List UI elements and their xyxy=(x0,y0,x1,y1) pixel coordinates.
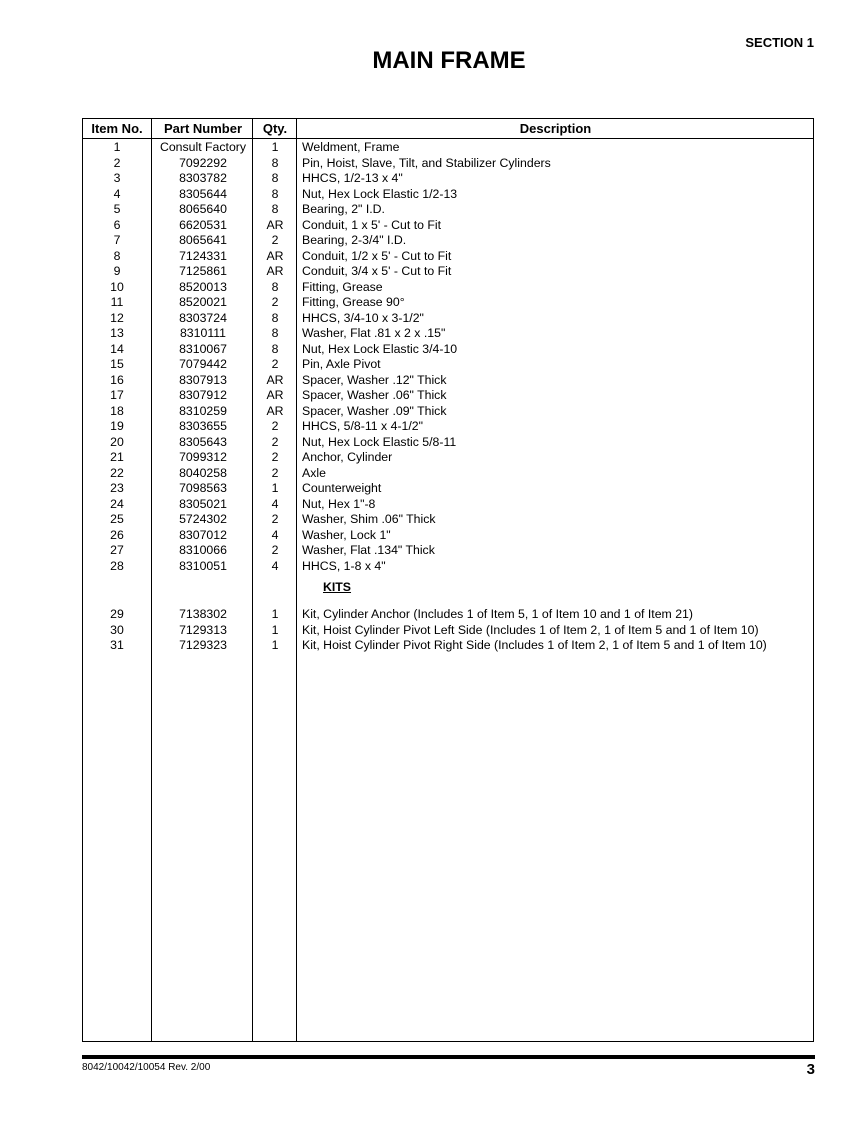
table-row xyxy=(83,373,813,389)
cell-item-number: 19 xyxy=(110,419,124,433)
table-row xyxy=(83,607,813,623)
cell-quantity: 2 xyxy=(271,543,279,557)
table-row xyxy=(83,419,813,435)
cell-description: Conduit, 1 x 5' - Cut to Fit xyxy=(302,217,442,232)
cell-quantity: 2 xyxy=(271,512,279,526)
cell-part-number: 7138302 xyxy=(179,607,227,621)
cell-item-number: 28 xyxy=(110,558,124,573)
cell-item-number: 2 xyxy=(113,155,121,170)
cell-quantity: 8 xyxy=(271,279,279,294)
cell-quantity: 4 xyxy=(271,527,279,542)
cell-quantity: 8 xyxy=(271,310,279,325)
parts-table xyxy=(82,118,814,1042)
cell-description: Conduit, 1/2 x 5' - Cut to Fit xyxy=(302,248,452,263)
table-body xyxy=(83,140,813,654)
table-row xyxy=(83,388,813,404)
table-row xyxy=(83,512,813,528)
cell-description: HHCS, 5/8-11 x 4-1/2" xyxy=(302,419,424,433)
cell-description: Weldment, Frame xyxy=(302,140,400,154)
cell-description: Washer, Lock 1" xyxy=(302,527,391,542)
table-row xyxy=(83,171,813,187)
table-row xyxy=(83,140,813,156)
column-header-part-number: Part Number xyxy=(163,121,243,136)
cell-item-number: 18 xyxy=(110,403,124,418)
cell-part-number: 8065640 xyxy=(179,202,227,216)
table-row xyxy=(83,357,813,373)
cell-quantity: 4 xyxy=(271,496,279,511)
cell-item-number: 22 xyxy=(110,465,124,480)
cell-quantity: AR xyxy=(266,248,284,263)
cell-description: Bearing, 2" I.D. xyxy=(302,202,385,216)
cell-quantity: 2 xyxy=(271,233,279,247)
cell-description: Fitting, Grease 90° xyxy=(302,295,405,309)
cell-quantity: 1 xyxy=(271,622,279,637)
cell-part-number: 5724302 xyxy=(179,512,227,526)
cell-item-number: 5 xyxy=(113,202,121,216)
cell-item-number: 4 xyxy=(113,186,121,201)
cell-quantity: AR xyxy=(266,388,284,402)
header-divider xyxy=(83,138,813,139)
cell-part-number: 8310051 xyxy=(179,558,227,573)
cell-part-number: 7098563 xyxy=(179,481,227,495)
cell-description: Nut, Hex 1"-8 xyxy=(302,496,376,511)
cell-part-number: 7092292 xyxy=(179,155,227,170)
cell-quantity: AR xyxy=(266,217,284,232)
cell-description: Washer, Flat .134" Thick xyxy=(302,543,435,557)
cell-description: HHCS, 3/4-10 x 3-1/2" xyxy=(302,310,424,325)
table-row xyxy=(83,543,813,559)
cell-description: Nut, Hex Lock Elastic 1/2-13 xyxy=(302,186,458,201)
cell-part-number: 8310259 xyxy=(179,403,227,418)
cell-quantity: AR xyxy=(266,403,284,418)
cell-description: Bearing, 2-3/4" I.D. xyxy=(302,233,407,247)
cell-description: Fitting, Grease xyxy=(302,279,383,294)
cell-part-number: 8305644 xyxy=(179,186,227,201)
cell-quantity: 8 xyxy=(271,155,279,170)
table-row xyxy=(83,528,813,544)
cell-part-number: 6620531 xyxy=(179,217,227,232)
cell-item-number: 16 xyxy=(110,372,124,387)
cell-description: Axle xyxy=(302,465,326,480)
page-title: MAIN FRAME xyxy=(372,47,526,74)
cell-part-number: 8303655 xyxy=(179,419,227,433)
cell-part-number: 7129313 xyxy=(179,622,227,637)
cell-part-number: 8307913 xyxy=(179,372,227,387)
cell-quantity: 8 xyxy=(271,341,279,356)
cell-quantity: 1 xyxy=(271,140,279,154)
cell-part-number: 7125861 xyxy=(179,264,227,278)
cell-item-number: 26 xyxy=(110,527,124,542)
cell-description: Kit, Cylinder Anchor (Includes 1 of Item 5, 1 of Item 10 and 1 of Item 21) xyxy=(302,607,693,621)
cell-part-number: 7099312 xyxy=(179,450,227,464)
cell-item-number: 8 xyxy=(113,248,121,263)
cell-part-number: 8303724 xyxy=(179,310,227,325)
table-row xyxy=(83,404,813,420)
cell-item-number: 11 xyxy=(110,295,124,309)
cell-item-number: 14 xyxy=(110,341,124,356)
table-row xyxy=(83,342,813,358)
cell-part-number: 7079442 xyxy=(179,357,227,371)
table-row xyxy=(83,156,813,172)
cell-quantity: 1 xyxy=(271,638,279,652)
cell-item-number: 20 xyxy=(110,434,124,449)
cell-part-number: 8305021 xyxy=(179,496,227,511)
cell-item-number: 12 xyxy=(110,310,124,325)
cell-description: Washer, Flat .81 x 2 x .15" xyxy=(302,326,446,340)
cell-quantity: 2 xyxy=(271,434,279,449)
cell-item-number: 9 xyxy=(113,264,121,278)
cell-item-number: 30 xyxy=(110,622,124,637)
table-row xyxy=(83,450,813,466)
table-row xyxy=(83,264,813,280)
cell-part-number: 8310111 xyxy=(179,326,227,340)
cell-item-number: 27 xyxy=(110,543,124,557)
cell-part-number: 8307912 xyxy=(179,388,227,402)
cell-item-number: 29 xyxy=(110,607,124,621)
cell-description: HHCS, 1-8 x 4" xyxy=(302,558,386,573)
cell-quantity: 1 xyxy=(271,481,279,495)
cell-part-number: 7124331 xyxy=(179,248,227,263)
table-row xyxy=(83,233,813,249)
cell-description: Nut, Hex Lock Elastic 5/8-11 xyxy=(302,434,457,449)
cell-part-number: 8520021 xyxy=(179,295,227,309)
cell-quantity: 2 xyxy=(271,450,279,464)
cell-description: Pin, Hoist, Slave, Tilt, and Stabilizer Cylinders xyxy=(302,155,551,170)
cell-quantity: 2 xyxy=(271,357,279,371)
cell-description: Spacer, Washer .09" Thick xyxy=(302,403,447,418)
cell-quantity: 2 xyxy=(271,419,279,433)
table-row xyxy=(83,280,813,296)
cell-description: Spacer, Washer .06" Thick xyxy=(302,388,447,402)
cell-part-number: 8307012 xyxy=(179,527,227,542)
cell-part-number: 8040258 xyxy=(179,465,227,480)
cell-item-number: 17 xyxy=(110,388,124,402)
table-row xyxy=(83,559,813,575)
cell-description: HHCS, 1/2-13 x 4" xyxy=(302,171,403,185)
kits-heading: KITS xyxy=(323,580,352,594)
table-row xyxy=(83,187,813,203)
cell-description: Anchor, Cylinder xyxy=(302,450,393,464)
cell-item-number: 24 xyxy=(110,496,124,511)
cell-part-number: 7129323 xyxy=(179,638,227,652)
footer-rule xyxy=(82,1055,815,1059)
column-header-qty: Qty. xyxy=(262,121,288,136)
table-row xyxy=(83,638,813,654)
table-row xyxy=(83,497,813,513)
cell-item-number: 13 xyxy=(110,326,124,340)
cell-item-number: 7 xyxy=(113,233,121,247)
cell-description: Washer, Shim .06" Thick xyxy=(302,512,436,526)
table-row xyxy=(83,218,813,234)
cell-quantity: 1 xyxy=(271,607,279,621)
kits-heading-row xyxy=(83,574,813,607)
table-row xyxy=(83,202,813,218)
table-row xyxy=(83,435,813,451)
cell-quantity: 8 xyxy=(271,171,279,185)
cell-item-number: 25 xyxy=(110,512,124,526)
cell-description: Kit, Hoist Cylinder Pivot Right Side (Includes 1 of Item 2, 1 of Item 5 and 1 of Item 10) xyxy=(302,638,767,652)
document-reference: 8042/10042/10054 Rev. 2/00 xyxy=(82,1062,211,1073)
cell-quantity: 2 xyxy=(271,295,279,309)
cell-part-number: Consult Factory xyxy=(159,140,247,154)
cell-quantity: 8 xyxy=(271,186,279,201)
cell-quantity: 4 xyxy=(271,558,279,573)
cell-item-number: 1 xyxy=(113,140,121,154)
cell-part-number: 8305643 xyxy=(179,434,227,449)
table-row xyxy=(83,481,813,497)
cell-quantity: 8 xyxy=(271,202,279,216)
cell-item-number: 15 xyxy=(110,357,124,371)
table-row xyxy=(83,623,813,639)
cell-description: Kit, Hoist Cylinder Pivot Left Side (Includes 1 of Item 2, 1 of Item 5 and 1 of Item 10) xyxy=(302,622,759,637)
cell-item-number: 23 xyxy=(110,481,124,495)
cell-part-number: 8303782 xyxy=(179,171,227,185)
column-header-description: Description xyxy=(519,121,592,136)
table-row xyxy=(83,326,813,342)
cell-item-number: 31 xyxy=(110,638,124,652)
column-header-item: Item No. xyxy=(91,121,143,136)
cell-item-number: 10 xyxy=(110,279,124,294)
table-row xyxy=(83,466,813,482)
cell-part-number: 8065641 xyxy=(179,233,227,247)
cell-part-number: 8310066 xyxy=(179,543,227,557)
cell-part-number: 8310067 xyxy=(179,341,227,356)
cell-quantity: AR xyxy=(266,264,284,278)
cell-item-number: 21 xyxy=(110,450,124,464)
cell-description: Counterweight xyxy=(302,481,382,495)
cell-item-number: 6 xyxy=(113,217,121,232)
cell-description: Pin, Axle Pivot xyxy=(302,357,381,371)
cell-description: Conduit, 3/4 x 5' - Cut to Fit xyxy=(302,264,452,278)
table-row xyxy=(83,311,813,327)
table-row xyxy=(83,295,813,311)
cell-quantity: AR xyxy=(266,372,284,387)
section-label: SECTION 1 xyxy=(745,35,814,50)
cell-quantity: 2 xyxy=(271,465,279,480)
cell-quantity: 8 xyxy=(271,326,279,340)
cell-description: Nut, Hex Lock Elastic 3/4-10 xyxy=(302,341,458,356)
cell-part-number: 8520013 xyxy=(179,279,227,294)
cell-description: Spacer, Washer .12" Thick xyxy=(302,372,447,387)
page-number: 3 xyxy=(806,1061,815,1078)
table-row xyxy=(83,249,813,265)
cell-item-number: 3 xyxy=(113,171,121,185)
